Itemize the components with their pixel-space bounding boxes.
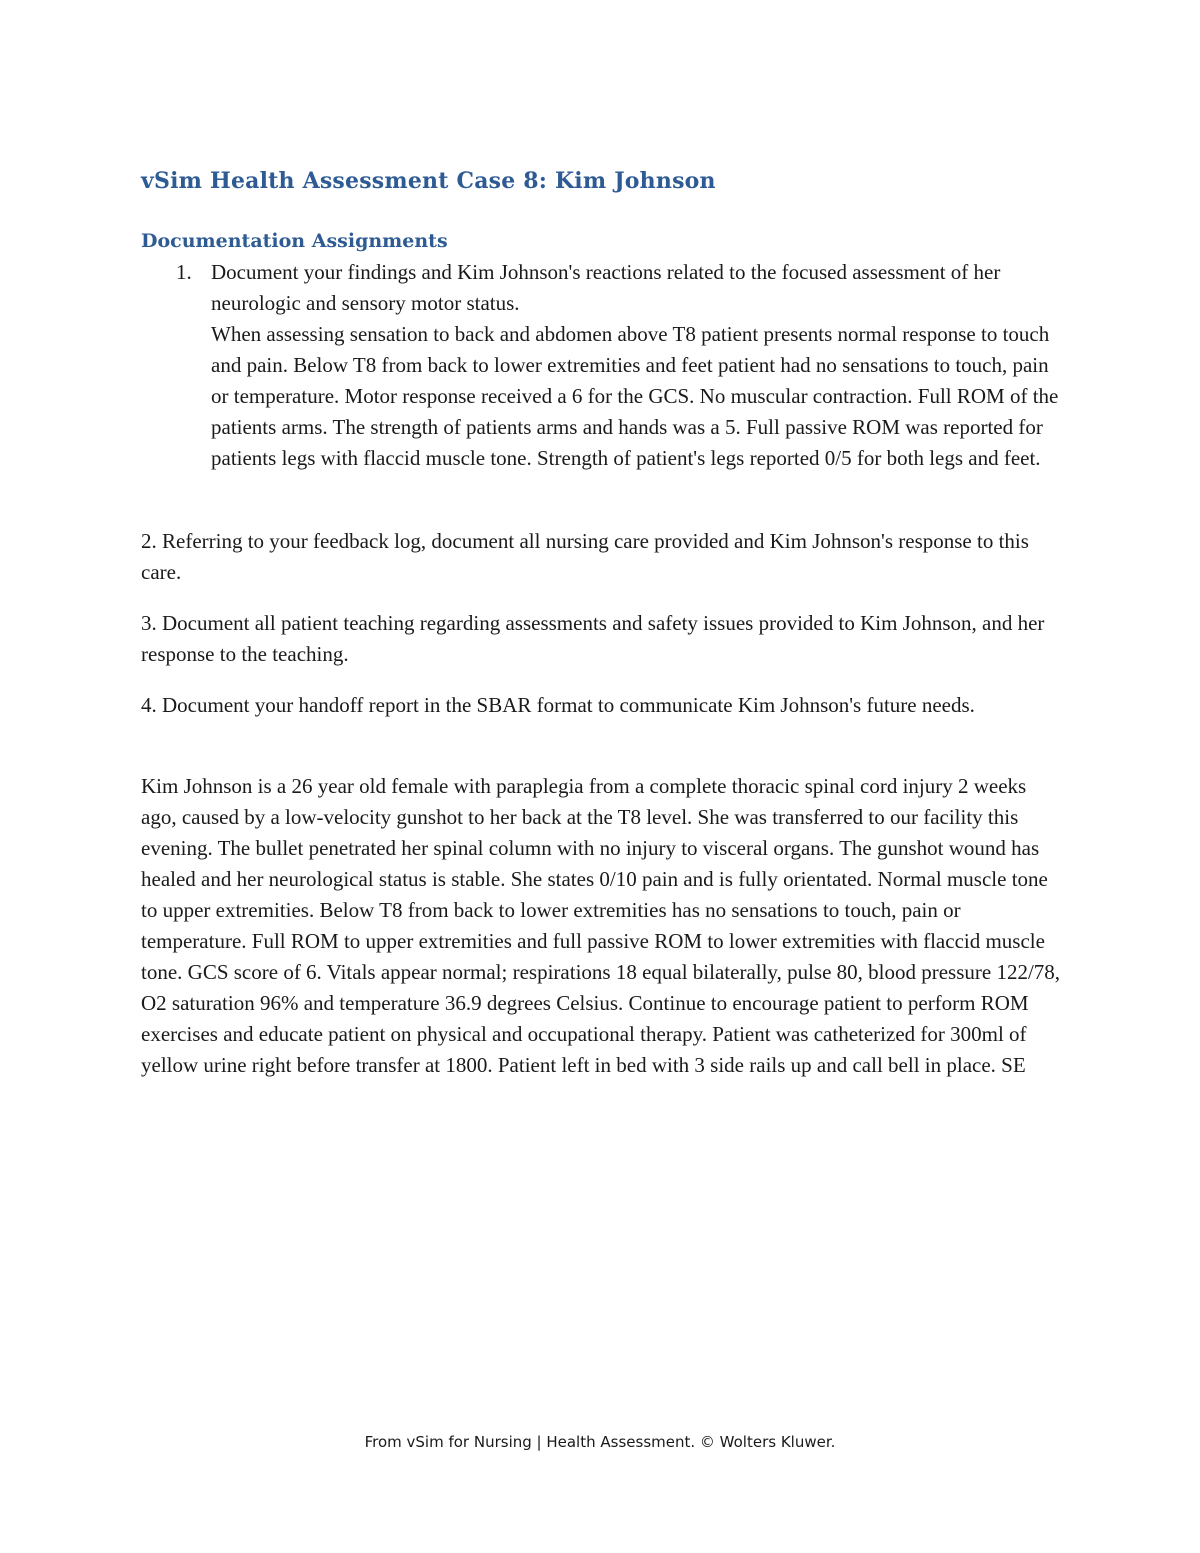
item-1-answer: When assessing sensation to back and abdomen above T8 patient presents normal response to touch and pain. Below T8 from back to lower extremities and feet patient had no sensations to touch, pain or temperature. Motor response received a 6 for the GCS. No muscular contraction. Full ROM of the patients arms. The strength of patients arms and hands was a 5. Full passive ROM was reported for patients legs with flaccid muscle tone. Strength of patient's legs reported 0/5 for both legs and feet. <box>211 322 1059 470</box>
item-1-number: 1. <box>176 260 192 284</box>
assignment-item-2: 2. Referring to your feedback log, document all nursing care provided and Kim Johnson's response to this care. <box>141 529 1029 584</box>
assignment-item-3: 3. Document all patient teaching regarding assessments and safety issues provided to Kim Johnson, and her response to the teaching. <box>141 611 1045 666</box>
item-1-question: Document your findings and Kim Johnson's reactions related to the focused assessment of her neurologic and sensory motor status. <box>211 260 1001 315</box>
page-footer: From vSim for Nursing | Health Assessment. © Wolters Kluwer. <box>364 1433 836 1451</box>
sbar-report: Kim Johnson is a 26 year old female with paraplegia from a complete thoracic spinal cord injury 2 weeks ago, caused by a low-velocity gunshot to her back at the T8 level. She was transferred to our facility this evening. The bullet penetrated her spinal column with no injury to visceral organs. The gunshot wound has healed and her neurological status is stable. She states 0/10 pain and is fully orientated. Normal muscle tone to upper extremities. Below T8 from back to lower extremities has no sensations to touch, pain or temperature. Full ROM to upper extremities and full passive ROM to lower extremities with flaccid muscle tone. GCS score of 6. Vitals appear normal; respirations 18 equal bilaterally, pulse 80, blood pressure 122/78, O2 saturation 96% and temperature 36.9 degrees Celsius. Continue to encourage patient to perform ROM exercises and educate patient on physical and occupational therapy. Patient was catheterized for 300ml of yellow urine right before transfer at 1800. Patient left in bed with 3 side rails up and call bell in place. SE <box>141 774 1061 1077</box>
document-title: vSim Health Assessment Case 8: Kim Johnson <box>141 168 716 194</box>
section-heading: Documentation Assignments <box>141 230 448 252</box>
assignment-item-4: 4. Document your handoff report in the SBAR format to communicate Kim Johnson's future needs. <box>141 693 975 717</box>
assignment-item-1 <box>176 257 1066 474</box>
